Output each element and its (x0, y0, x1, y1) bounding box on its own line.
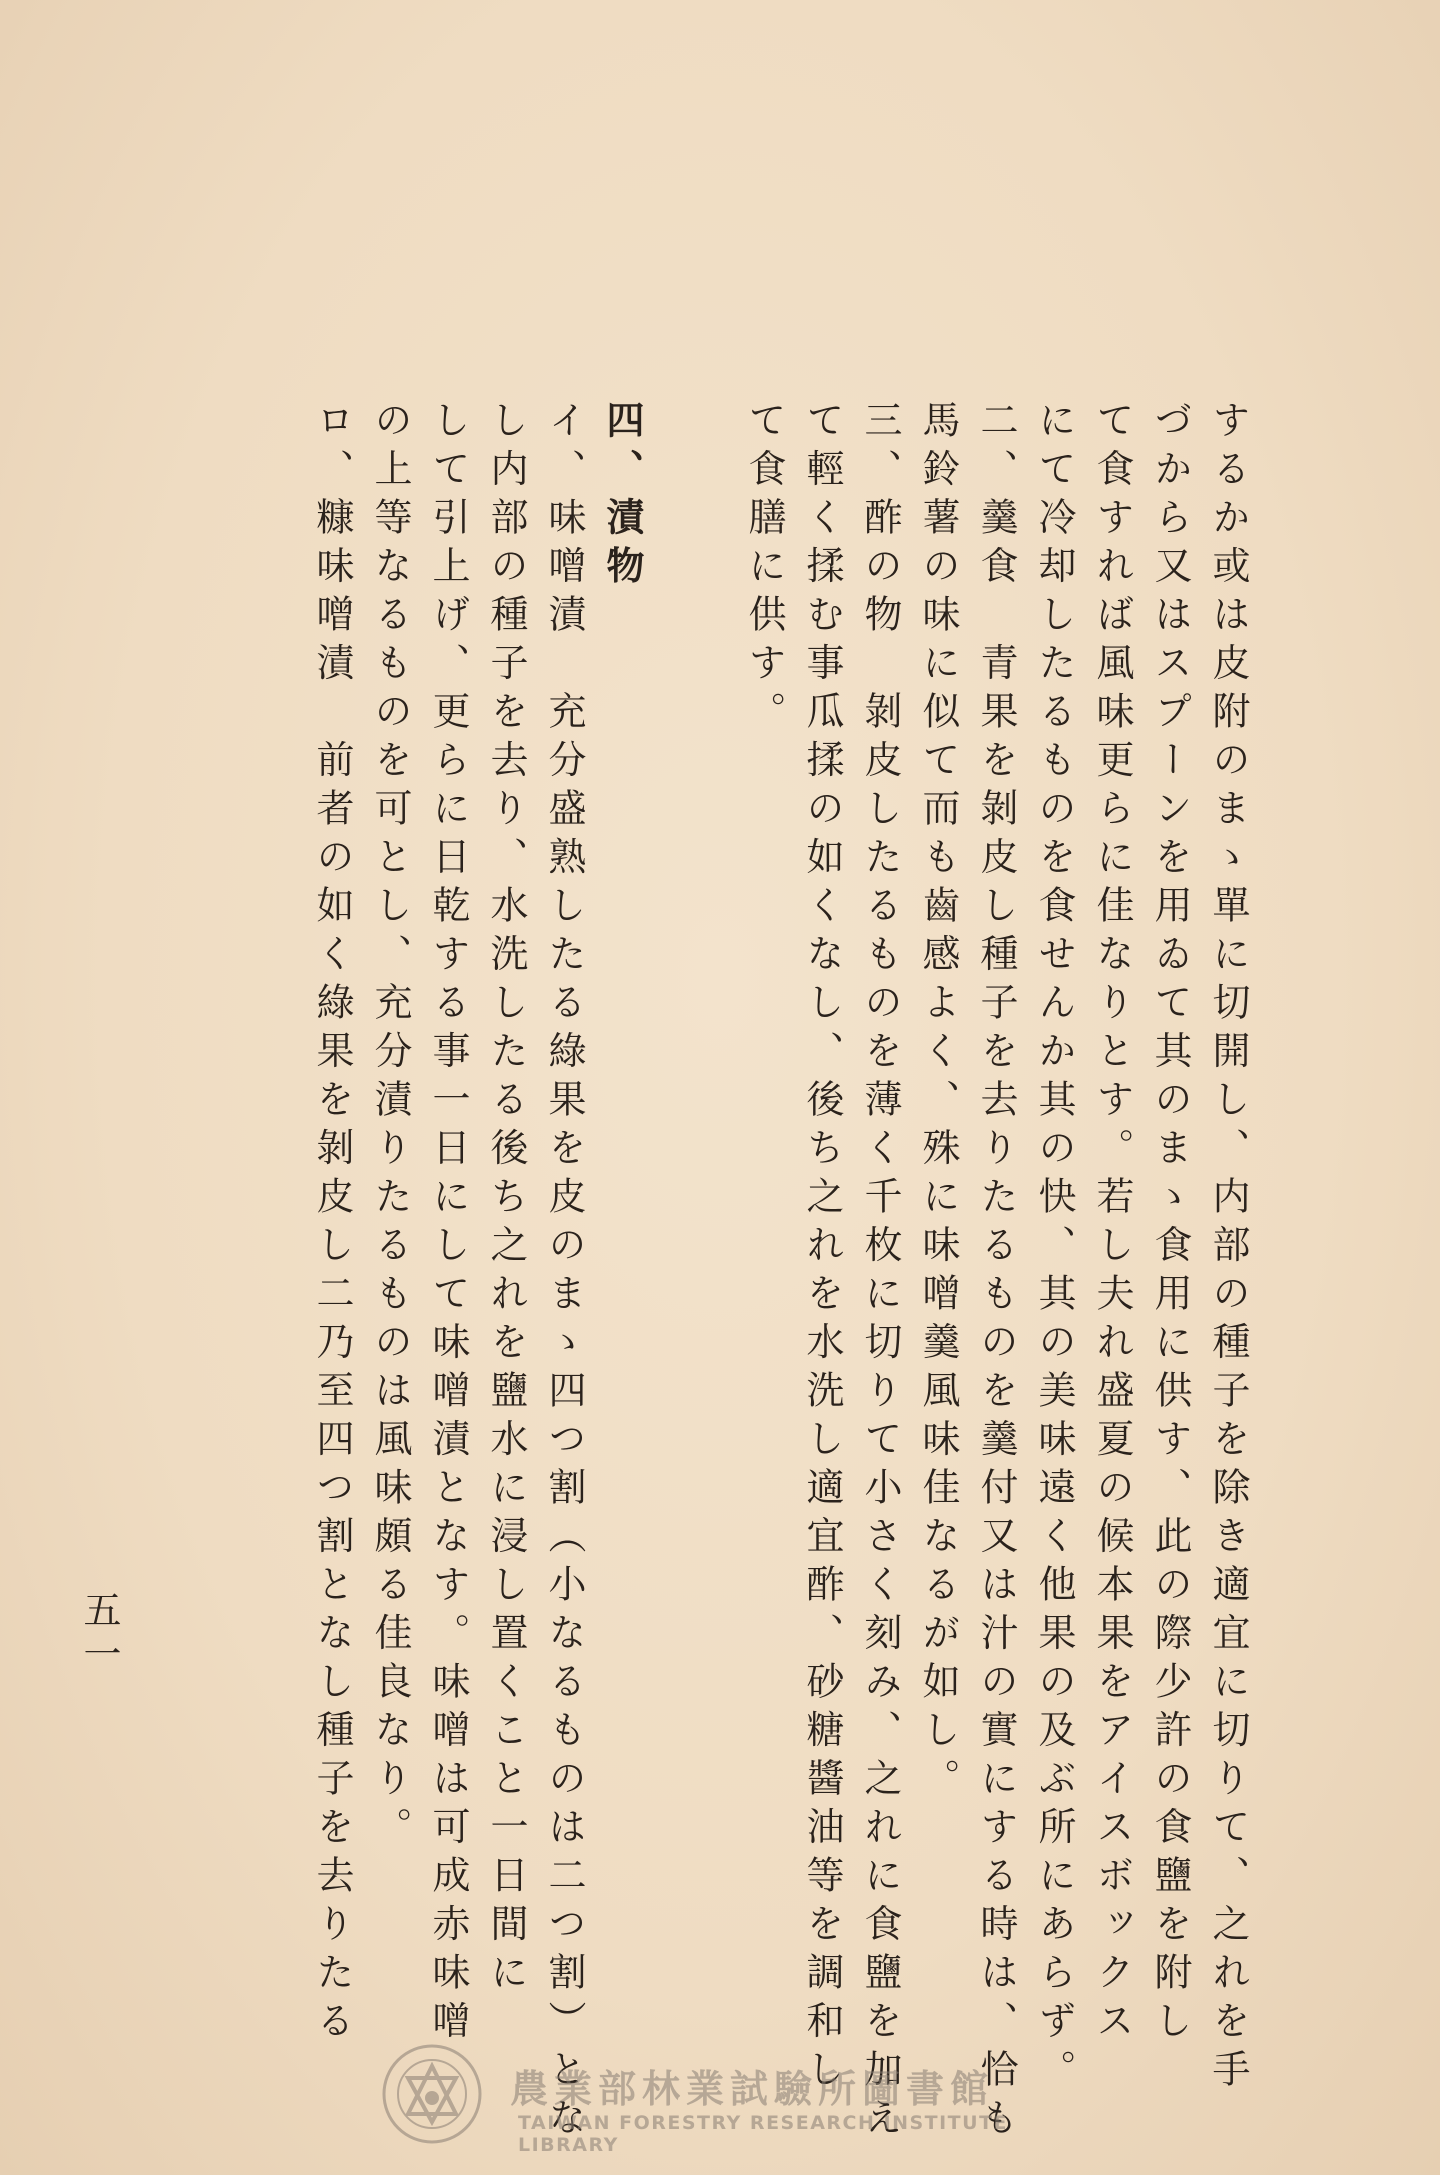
watermark-english-name: TAIWAN FORESTRY RESEARCH INSTITUTE LIBRARY (518, 2112, 1009, 2156)
text-column: 馬鈴薯の味に似て而も齒感よく、殊に味噌羹風味佳なるが如し。 (916, 400, 960, 1807)
text-column: て食膳に供す。 (742, 400, 786, 740)
library-seal-icon (380, 2042, 484, 2146)
text-column: て食すれば風味更らに佳なりとす。若し夫れ盛夏の候本果をアイスボックス (1090, 400, 1134, 2049)
library-watermark (380, 2040, 1080, 2156)
text-column: づから又はスプーンを用ゐて其のまゝ食用に供す、此の際少許の食鹽を附し (1148, 400, 1192, 2049)
text-column: ロ、糠味噌漬 前者の如く綠果を剝皮し二乃至四つ割となし種子を去りたる (310, 400, 354, 2049)
text-column: て輕く揉む事瓜揉の如くなし、後ち之れを水洗し適宜酢、砂糖醬油等を調和し (800, 400, 844, 2098)
text-column: の上等なるものを可とし、充分漬りたるものは風味頗る佳良なり。 (368, 400, 412, 1855)
text-column: 三、酢の物 剝皮したるものを薄く千枚に切りて小さく刻み、之れに食鹽を加え (858, 400, 902, 2146)
text-column: にて冷却したるものを食せんか其の快、其の美味遠く他果の及ぶ所にあらず。 (1032, 400, 1076, 2098)
text-column: して引上げ、更らに日乾する事一日にして味噌漬となす。味噌は可成赤味噌 (426, 400, 470, 2049)
text-column: 二、羹食 青果を剝皮し種子を去りたるものを羹付又は汁の實にする時は、恰も (974, 400, 1018, 2146)
text-column: するか或は皮附のまゝ單に切開し、内部の種子を除き適宜に切りて、之れを手 (1206, 400, 1250, 2098)
text-column: 四、漬物 (600, 400, 645, 594)
page-number: 五一 (77, 1590, 121, 1678)
text-column: し内部の種子を去り、水洗したる後ち之れを鹽水に浸し置くこと一日間に (484, 400, 528, 2001)
watermark-chinese-name: 農業部林業試驗所圖書館 (510, 2067, 995, 2111)
text-column: イ、味噌漬 充分盛熟したる綠果を皮のまゝ四つ割（小なるものは二つ割）とな (542, 400, 586, 2146)
